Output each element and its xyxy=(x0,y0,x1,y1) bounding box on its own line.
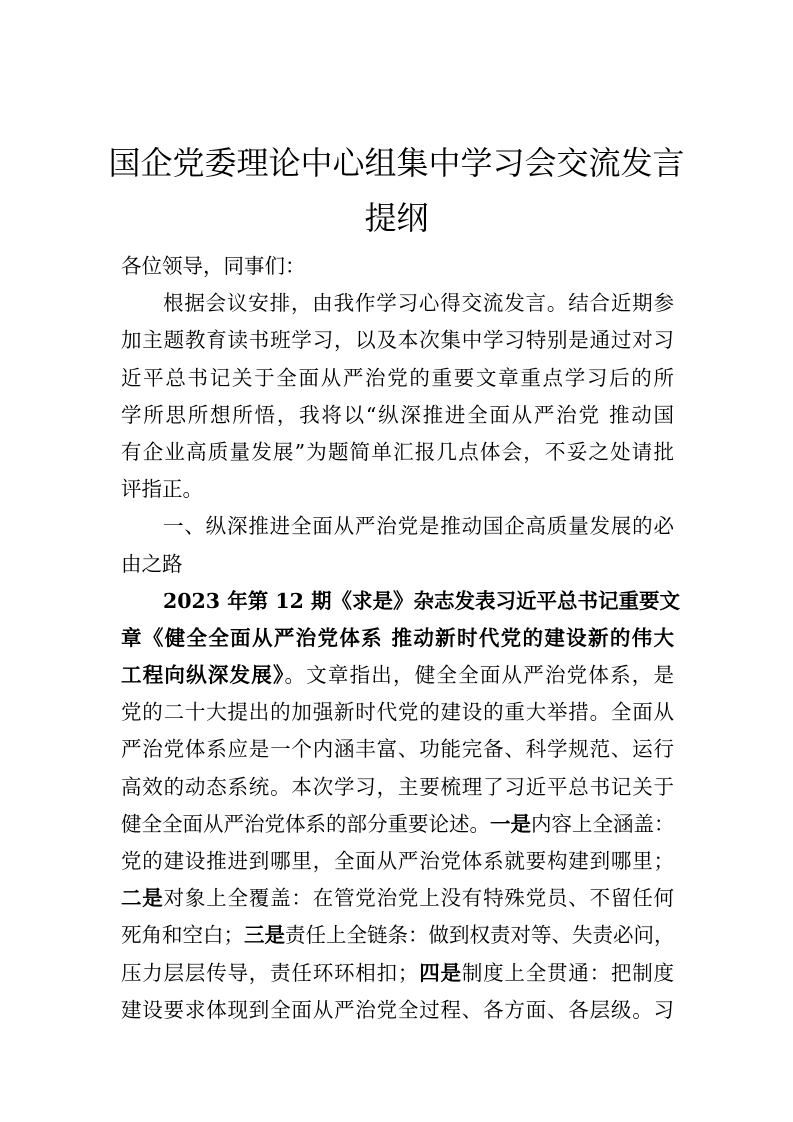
text: 加主题教育读书班学习，以及本次集中学习特别是通过对习 xyxy=(121,328,674,353)
text: 责任上全链条：做到权责对等、失责必问， xyxy=(285,923,675,948)
text: 学所思所想所悟，我将以“纵深推进全面从严治党 推动国 xyxy=(121,402,674,427)
text-line xyxy=(121,843,674,880)
bold-text: 工程向纵深发展》 xyxy=(121,663,285,688)
text: 内容上全涵盖： xyxy=(531,811,675,836)
text-line xyxy=(121,434,674,471)
bold-text: 三是 xyxy=(244,923,285,948)
text-line xyxy=(121,992,674,1029)
text: 党的建设推进到哪里，全面从严治党体系就要构建到哪里； xyxy=(121,849,674,873)
text-line xyxy=(121,248,674,285)
document-title-line-1: 国企党委理论中心组集中学习会交流发言 xyxy=(108,144,685,182)
text-line xyxy=(121,360,674,397)
text-line xyxy=(121,583,680,620)
text: 。文章指出，健全全面从严治党体系，是 xyxy=(284,663,675,688)
bold-text: 2023 年第 12 期《求是》杂志发表习近平总书记重要文 xyxy=(163,588,680,613)
text-line xyxy=(121,285,674,322)
text: 严治党体系应是一个内涵丰富、功能完备、科学规范、运行 xyxy=(121,737,674,762)
bold-text: 一是 xyxy=(490,811,531,836)
bold-text: 章《健全全面从严治党体系 推动新时代党的建设新的伟大 xyxy=(121,625,674,650)
text: 制度上全贯通：把制度 xyxy=(461,960,675,985)
text-line xyxy=(121,694,674,731)
bold-text: 四是 xyxy=(418,960,462,985)
text-line xyxy=(121,955,674,992)
text: 死角和空白； xyxy=(121,923,244,948)
text: 党的二十大提出的加强新时代党的建设的重大举措。全面从 xyxy=(121,700,674,725)
section-heading-line xyxy=(121,546,674,583)
text-line xyxy=(121,322,674,359)
document-title-line-2: 提纲 xyxy=(364,199,429,237)
text-line xyxy=(121,397,674,434)
text-line xyxy=(121,471,674,508)
text: 近平总书记关于全面从严治党的重要文章重点学习后的所 xyxy=(121,365,674,390)
text: 建设要求体现到全面从严治党全过程、各方面、各层级。习 xyxy=(121,997,674,1022)
text-line xyxy=(121,917,674,954)
text: 有企业高质量发展”为题简单汇报几点体会，不妥之处请批 xyxy=(121,439,674,464)
text: 对象上全覆盖：在管党治党上没有特殊党员、不留任何 xyxy=(163,886,675,911)
bold-text: 二是 xyxy=(121,886,164,911)
text-line xyxy=(121,731,674,768)
text-line xyxy=(121,880,674,917)
text: 各位领导，同事们： xyxy=(121,254,306,278)
text: 压力层层传导，责任环环相扣； xyxy=(121,960,419,985)
text: 高效的动态系统。本次学习，主要梳理了习近平总书记关于 xyxy=(121,774,674,799)
text-line xyxy=(121,769,674,806)
text: 根据会议安排，由我作学习心得交流发言。结合近期参 xyxy=(163,291,674,316)
text: 由之路 xyxy=(121,551,183,576)
text-line xyxy=(121,806,674,843)
text-line xyxy=(121,620,674,657)
text: 评指正。 xyxy=(121,477,203,502)
text: 一、纵深推进全面从严治党是推动国企高质量发展的必 xyxy=(163,514,674,539)
text: 健全全面从严治党体系的部分重要论述。 xyxy=(121,811,490,836)
text-line xyxy=(121,657,674,694)
document-body xyxy=(121,248,680,1029)
section-heading-line xyxy=(121,508,674,545)
